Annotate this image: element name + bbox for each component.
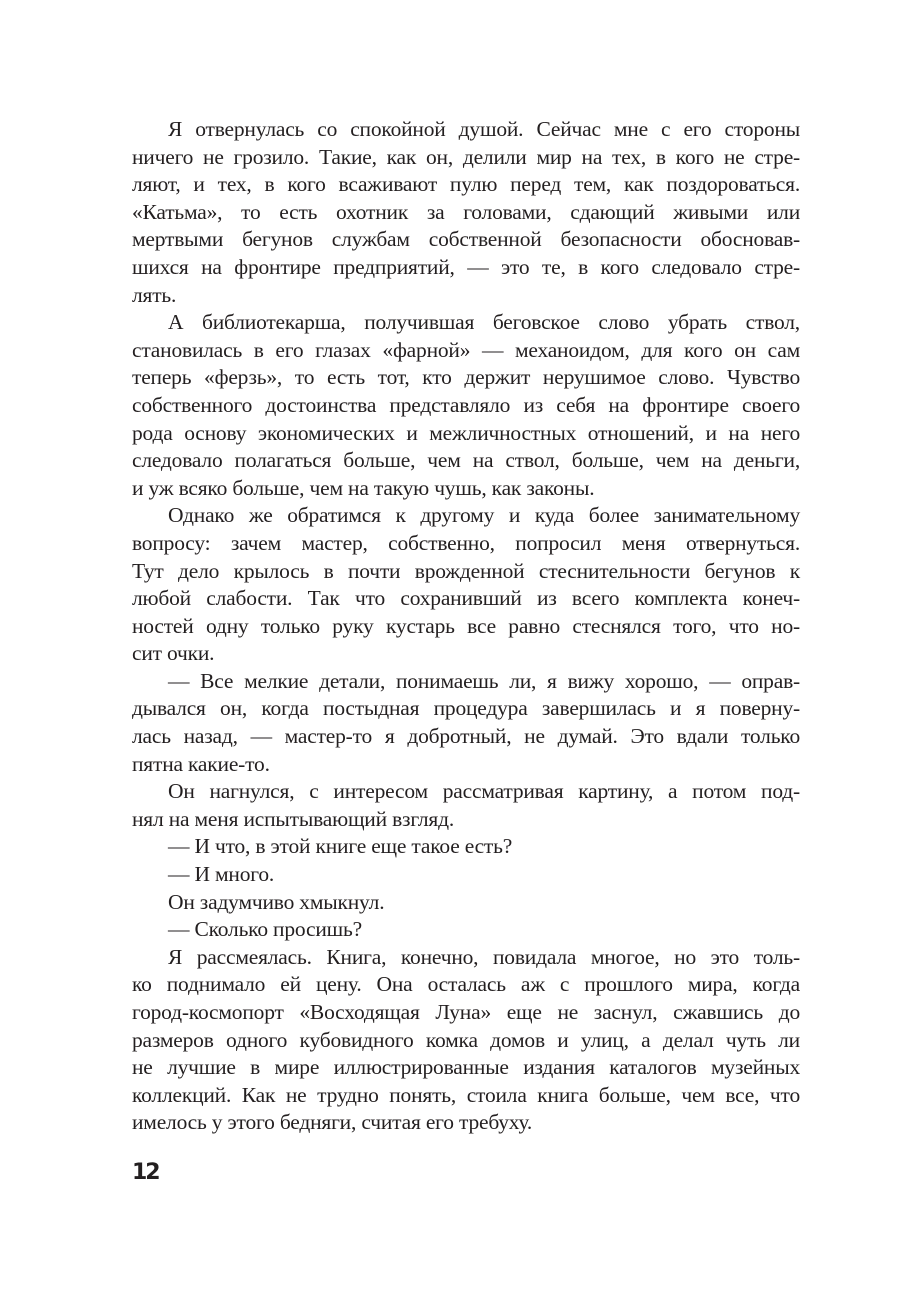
text-line: — И что, в этой книге еще такое есть? (168, 834, 513, 859)
text-line: коллекций. Как не трудно понять, стоила книга больше, чем все, что (132, 1082, 800, 1107)
text-line: собственного достоинства представляло из себя на фронтире своего (132, 392, 800, 417)
text-line: — И много. (168, 862, 275, 887)
text-line: не лучшие в мире иллюстрированные издания каталогов музейных (132, 1055, 800, 1080)
text-line: становилась в его глазах «фарной» — механоидом, для кого он сам (132, 337, 800, 362)
text-line: шихся на фронтире предприятий, — это те, в кого следовало стре- (132, 254, 800, 279)
text-line: размеров одного кубовидного комка домов и улиц, а делал чуть ли (132, 1027, 800, 1052)
text-line: Однако же обратимся к другому и куда более занимательному (168, 503, 800, 528)
text-line: — Сколько просишь? (168, 917, 362, 942)
text-line: мертвыми бегунов службам собственной безопасности обосновав- (132, 227, 800, 252)
text-line: сит очки. (132, 641, 215, 666)
text-line: ничего не грозило. Такие, как он, делили мир на тех, в кого не стре- (132, 144, 800, 169)
text-line: город-космопорт «Восходящая Луна» еще не заснул, сжавшись до (132, 1000, 800, 1024)
text-line: лась назад, — мастер-то я добротный, не думай. Это вдали только (132, 724, 800, 749)
text-line: Он задумчиво хмыкнул. (168, 889, 385, 914)
text-line: ностей одну только руку кустарь все равно стеснялся того, что но- (132, 613, 800, 638)
text-line: вопросу: зачем мастер, собственно, попросил меня отвернуться. (132, 530, 800, 555)
page-number: 12 (132, 1160, 159, 1185)
text-line: любой слабости. Так что сохранивший из всего комплекта конеч- (132, 586, 800, 611)
text-line: лять. (132, 282, 177, 307)
text-line: дывался он, когда постыдная процедура завершилась и я поверну- (132, 696, 800, 721)
text-line: А библиотекарша, получившая беговское слово убрать ствол, (168, 310, 800, 335)
text-line: Тут дело крылось в почти врожденной стеснительности бегунов к (132, 558, 800, 583)
text-line: и уж всяко больше, чем на такую чушь, как законы. (132, 475, 595, 500)
text-line: — Все мелкие детали, понимаешь ли, я вижу хорошо, — оправ- (168, 668, 800, 693)
text-line: имелось у этого бедняги, считая его требуху. (132, 1110, 533, 1135)
text-line: теперь «ферзь», то есть тот, кто держит нерушимое слово. Чувство (132, 365, 800, 390)
book-page-text (132, 116, 800, 1137)
text-line: рода основу экономических и межличностных отношений, и на него (132, 420, 800, 445)
text-line: Он нагнулся, с интересом рассматривая картину, а потом под- (168, 779, 800, 804)
text-line: следовало полагаться больше, чем на ствол, больше, чем на деньги, (132, 448, 800, 473)
text-line: пятна какие-то. (132, 751, 270, 776)
text-line: Я отвернулась со спокойной душой. Сейчас мне с его стороны (168, 117, 800, 141)
text-line: ко поднимало ей цену. Она осталась аж с прошлого мира, когда (132, 972, 800, 997)
text-line: нял на меня испытывающий взгляд. (132, 806, 454, 831)
text-line: Я рассмеялась. Книга, конечно, повидала многое, но это толь- (168, 944, 800, 969)
text-line: «Катьма», то есть охотник за головами, сдающий живыми или (132, 199, 800, 224)
text-line: ляют, и тех, в кого всаживают пулю перед тем, как поздороваться. (132, 172, 800, 197)
